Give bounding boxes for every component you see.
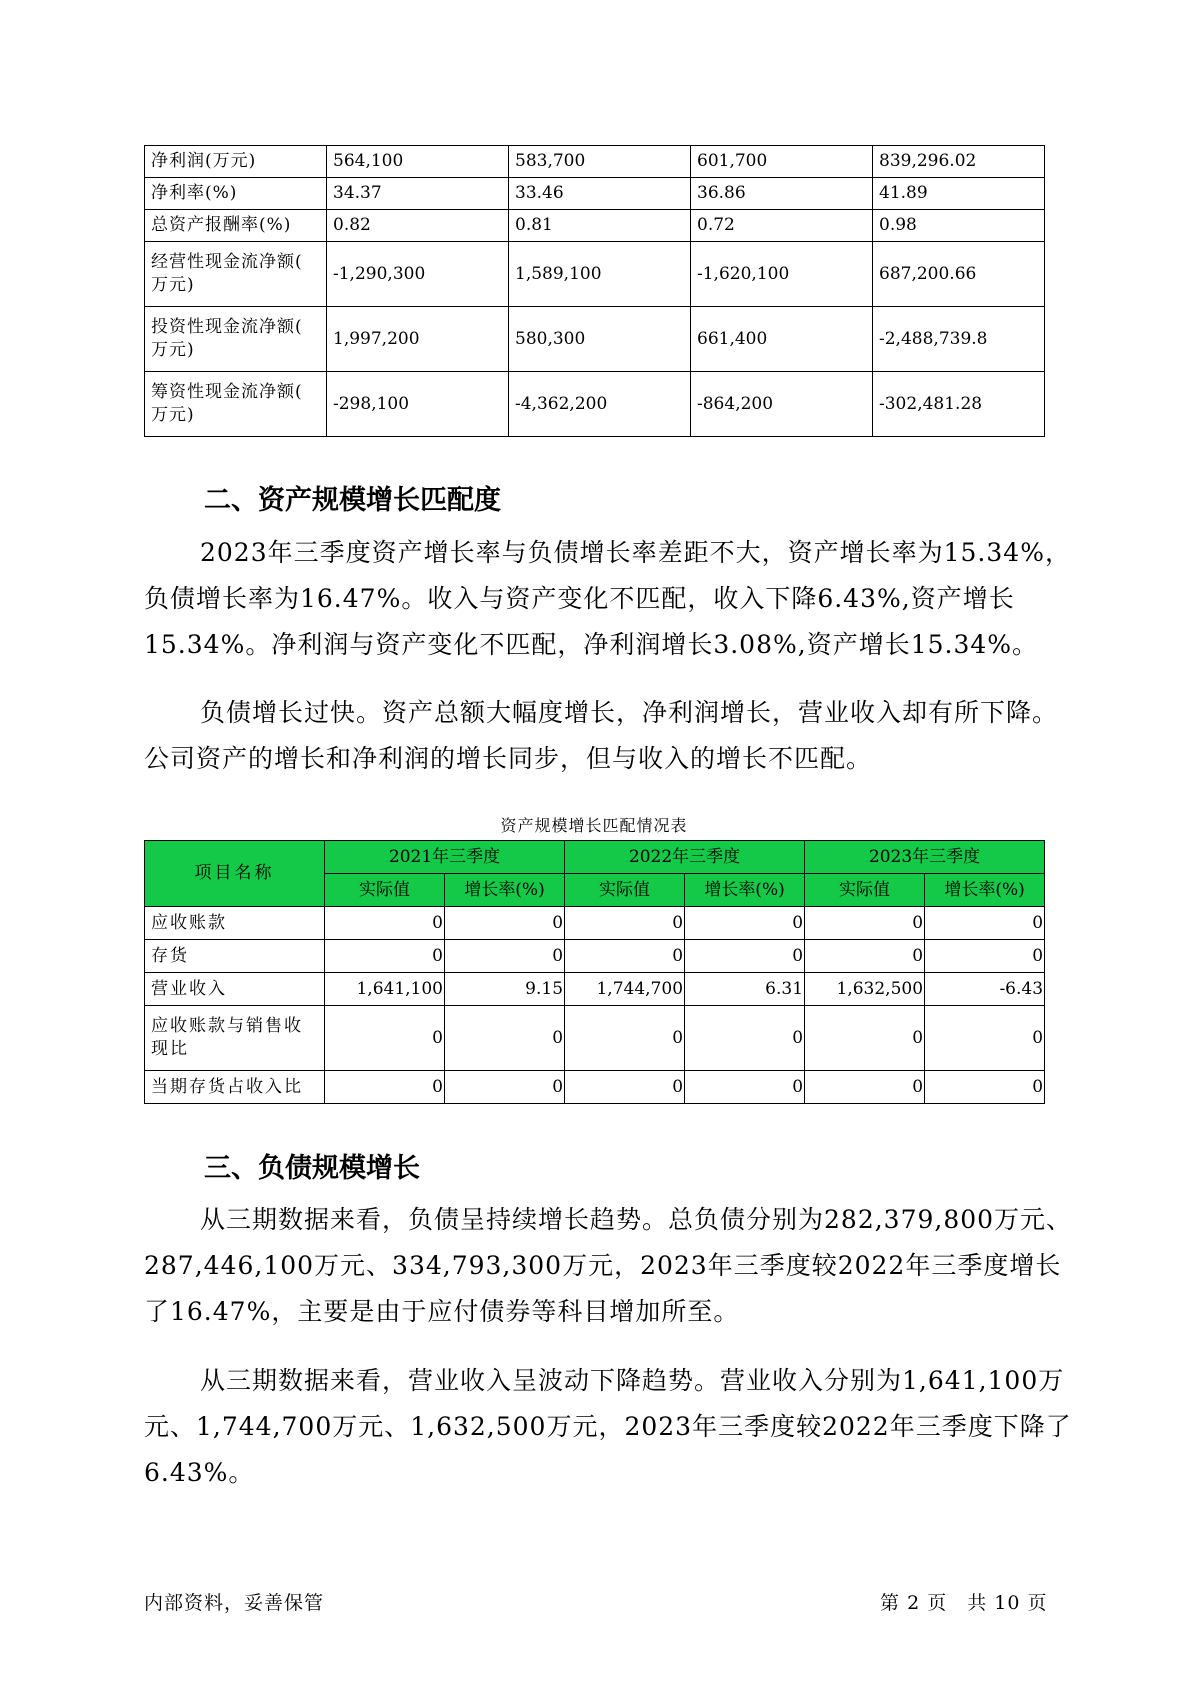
page-total: 10 <box>994 1592 1021 1614</box>
table-cell: 0 <box>445 1071 565 1104</box>
table-cell: 0 <box>325 907 445 940</box>
row-label-line: 现比 <box>151 1039 189 1059</box>
table-cell: 0 <box>925 907 1045 940</box>
table-cell: 583,700 <box>509 146 691 178</box>
table-cell: 564,100 <box>327 146 509 178</box>
table-cell: 0 <box>565 1006 685 1071</box>
row-label-line: 万元) <box>151 405 195 425</box>
table-cell: 0 <box>325 1071 445 1104</box>
table-cell: 41.89 <box>873 178 1045 210</box>
footer-page-number <box>880 1588 1048 1615</box>
table-row <box>145 210 1045 242</box>
table-cell: 0.81 <box>509 210 691 242</box>
actual-value-header: 实际值 <box>565 874 685 907</box>
actual-value-header: 实际值 <box>325 874 445 907</box>
row-label: 净利润(万元) <box>145 146 327 178</box>
growth-rate-header: 增长率(%) <box>685 874 805 907</box>
table-cell: 0 <box>325 940 445 973</box>
growth-rate-header: 增长率(%) <box>925 874 1045 907</box>
page-suffix: 页 <box>1027 1592 1048 1614</box>
row-label <box>145 307 327 372</box>
table-cell: 0 <box>325 1006 445 1071</box>
table-cell: 9.15 <box>445 973 565 1006</box>
table-cell: 839,296.02 <box>873 146 1045 178</box>
row-label: 当期存货占收入比 <box>145 1071 325 1104</box>
table-cell: 36.86 <box>691 178 873 210</box>
table-cell: 687,200.66 <box>873 242 1045 307</box>
financial-metrics-table <box>144 145 1045 437</box>
row-label-line: 应收账款与销售收 <box>151 1016 303 1036</box>
table-cell: -302,481.28 <box>873 372 1045 437</box>
table-cell: -864,200 <box>691 372 873 437</box>
table-cell: 0 <box>445 940 565 973</box>
table-row <box>145 907 1045 940</box>
row-label <box>145 1006 325 1071</box>
table-cell: 0 <box>565 940 685 973</box>
table-cell: 0 <box>805 1006 925 1071</box>
paragraph: 从三期数据来看，营业收入呈波动下降趋势。营业收入分别为1,641,100万元、1,744,700万元、1,632,500万元，2023年三季度较2022年三季度下降了6.43%。 <box>144 1366 1072 1487</box>
table-row <box>145 178 1045 210</box>
table-cell: 0 <box>685 940 805 973</box>
table-cell: 1,632,500 <box>805 973 925 1006</box>
row-label: 存货 <box>145 940 325 973</box>
table-cell: 1,997,200 <box>327 307 509 372</box>
table-cell: 0 <box>925 1071 1045 1104</box>
table-cell: 0 <box>805 940 925 973</box>
table-cell: 33.46 <box>509 178 691 210</box>
table-header-row <box>145 841 1045 874</box>
row-label-line: 万元) <box>151 340 195 360</box>
paragraph: 2023年三季度资产增长率与负债增长率差距不大，资产增长率为15.34%，负债增长率为16.47%。收入与资产变化不匹配，收入下降6.43%,资产增长15.34%。净利润与资产变化不匹配，净利润增长3.08%,资产增长15.34%。 <box>144 538 1071 659</box>
row-label-line: 万元) <box>151 275 195 295</box>
table-cell: -298,100 <box>327 372 509 437</box>
table-cell: -6.43 <box>925 973 1045 1006</box>
row-label: 应收账款 <box>145 907 325 940</box>
table-row <box>145 1071 1045 1104</box>
table-cell: 0 <box>805 1071 925 1104</box>
growth-rate-header: 增长率(%) <box>445 874 565 907</box>
period-header: 2022年三季度 <box>565 841 805 874</box>
table-cell: 0 <box>805 907 925 940</box>
table-cell: 661,400 <box>691 307 873 372</box>
page-current: 2 <box>907 1592 921 1614</box>
table-cell: 6.31 <box>685 973 805 1006</box>
table-cell: 0 <box>685 907 805 940</box>
table-row <box>145 146 1045 178</box>
table-cell: 1,744,700 <box>565 973 685 1006</box>
table-row <box>145 372 1045 437</box>
table-cell: 0 <box>925 1006 1045 1071</box>
table-row <box>145 1006 1045 1071</box>
table-cell: 0.98 <box>873 210 1045 242</box>
table-cell: 0 <box>445 907 565 940</box>
table-cell: 0 <box>565 907 685 940</box>
actual-value-header: 实际值 <box>805 874 925 907</box>
table-cell: 0 <box>445 1006 565 1071</box>
row-label <box>145 372 327 437</box>
table-cell: 0.72 <box>691 210 873 242</box>
table-cell: 1,641,100 <box>325 973 445 1006</box>
table-cell: 601,700 <box>691 146 873 178</box>
paragraph: 负债增长过快。资产总额大幅度增长，净利润增长，营业收入却有所下降。公司资产的增长和净利润的增长同步，但与收入的增长不匹配。 <box>144 698 1059 773</box>
page-mid: 页 共 <box>927 1592 988 1614</box>
table-row <box>145 973 1045 1006</box>
table-caption: 资产规模增长匹配情况表 <box>500 816 688 835</box>
table-cell: -1,620,100 <box>691 242 873 307</box>
table-cell: 580,300 <box>509 307 691 372</box>
table-row <box>145 940 1045 973</box>
row-label: 净利率(%) <box>145 178 327 210</box>
section-heading-asset-growth: 二、资产规模增长匹配度 <box>204 485 501 516</box>
table-cell: 34.37 <box>327 178 509 210</box>
row-label-line: 经营性现金流净额( <box>151 252 303 272</box>
table-row <box>145 242 1045 307</box>
section-heading-liability-growth: 三、负债规模增长 <box>204 1153 420 1184</box>
row-label-line: 筹资性现金流净额( <box>151 382 303 402</box>
period-header: 2021年三季度 <box>325 841 565 874</box>
table-cell: 1,589,100 <box>509 242 691 307</box>
row-label <box>145 242 327 307</box>
row-label: 营业收入 <box>145 973 325 1006</box>
row-label-line: 投资性现金流净额( <box>151 317 303 337</box>
asset-growth-table <box>144 840 1045 1104</box>
table-cell: -2,488,739.8 <box>873 307 1045 372</box>
period-header: 2023年三季度 <box>805 841 1045 874</box>
table-cell: 0 <box>685 1006 805 1071</box>
footer-confidential-note: 内部资料，妥善保管 <box>144 1592 325 1614</box>
table-cell: 0.82 <box>327 210 509 242</box>
table-cell: 0 <box>925 940 1045 973</box>
table-cell: 0 <box>565 1071 685 1104</box>
row-label: 总资产报酬率(%) <box>145 210 327 242</box>
table-cell: -1,290,300 <box>327 242 509 307</box>
paragraph: 从三期数据来看，负债呈持续增长趋势。总负债分别为282,379,800万元、287,446,100万元、334,793,300万元，2023年三季度较2022年三季度增长了16.47%，主要是由于应付债券等科目增加所至。 <box>144 1205 1073 1326</box>
table-cell: -4,362,200 <box>509 372 691 437</box>
page-prefix: 第 <box>880 1592 901 1614</box>
table-cell: 0 <box>685 1071 805 1104</box>
table-row <box>145 307 1045 372</box>
item-name-header: 项目名称 <box>145 841 325 907</box>
